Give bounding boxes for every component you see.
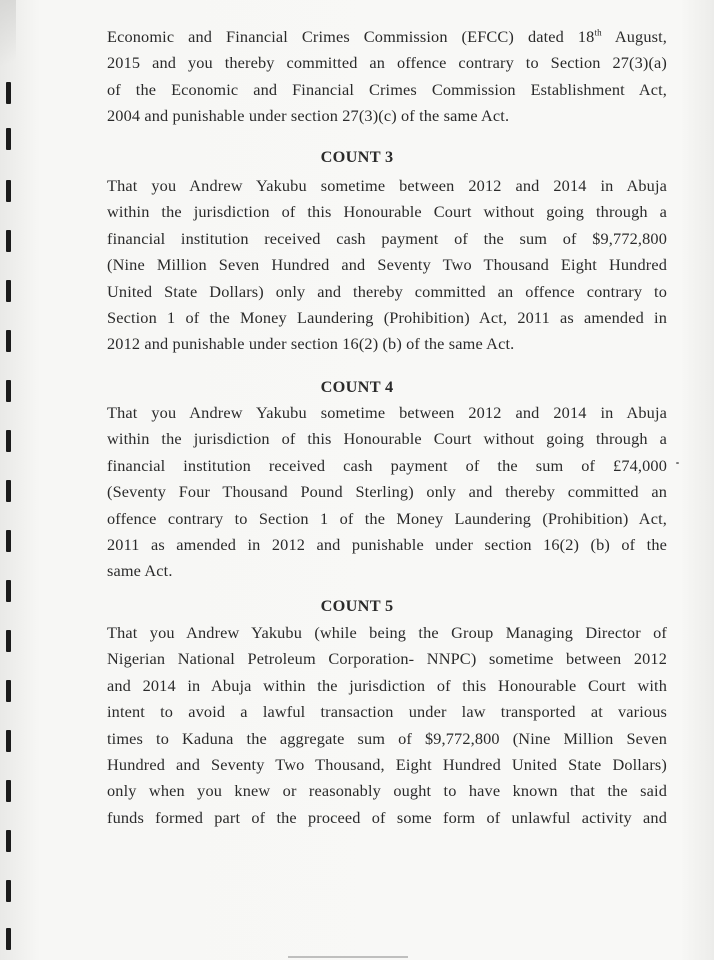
paragraph-line: of the Economic and Financial Crimes Commission Establishment Act, [107,79,667,99]
paragraph-line: within the jurisdiction of this Honourable Court without going through a [107,202,667,222]
paragraph-line: 2015 and you thereby committed an offence contrary to Section 27(3)(a) [107,53,667,73]
binding-hole [6,230,11,252]
binding-hole [6,330,11,352]
paragraph-line: (Seventy Four Thousand Pound Sterling) only and thereby committed an [107,482,667,502]
scan-speck [676,462,679,464]
paragraph-line: within the jurisdiction of this Honourable Court without going through a [107,429,667,449]
paragraph-line: intent to avoid a lawful transaction under law transported at various [107,702,667,722]
binding-hole [6,780,11,802]
binding-hole [6,280,11,302]
paragraph-line: That you Andrew Yakubu (while being the Group Managing Director of [107,623,667,642]
paragraph-line: (Nine Million Seven Hundred and Seventy Two Thousand Eight Hundred [107,255,667,275]
binding-hole [6,928,11,950]
paragraph-line: 2012 and punishable under section 16(2) (b) of the same Act. [107,334,515,354]
paragraph-line: and 2014 in Abuja within the jurisdiction of this Honourable Court with [107,675,667,695]
paragraph-line: Hundred and Seventy Two Thousand, Eight Hundred United State Dollars) [107,755,667,775]
count-4-paragraph [107,400,667,585]
binding-hole [6,830,11,852]
intro-paragraph [107,24,667,130]
binding-hole [6,82,11,104]
count-3-paragraph [107,173,667,358]
binding-hole [6,680,11,702]
binding-hole [6,530,11,552]
count-5-paragraph [107,620,667,831]
count-3-heading: COUNT 3 [320,147,394,166]
count-4-heading: COUNT 4 [320,377,394,396]
binding-hole [6,180,11,202]
paragraph-line: 2011 as amended in 2012 and punishable under section 16(2) (b) of the [107,535,667,555]
paragraph-line: Section 1 of the Money Laundering (Prohibition) Act, 2011 as amended in [107,308,667,328]
paragraph-line: financial institution received cash payment of the sum of $9,772,800 [107,228,667,248]
binding-hole [6,730,11,752]
paragraph-line: That you Andrew Yakubu sometime between 2012 and 2014 in Abuja [107,403,667,422]
binding-holes [6,0,16,960]
binding-hole [6,480,11,502]
binding-hole [6,630,11,652]
scan-edge-mark [288,956,408,958]
paragraph-line: only when you knew or reasonably ought to have known that the said [107,781,667,801]
paragraph-line: times to Kaduna the aggregate sum of $9,772,800 (Nine Million Seven [107,728,667,748]
binding-hole [6,880,11,902]
paragraph-line: offence contrary to Section 1 of the Money Laundering (Prohibition) Act, [107,508,667,528]
count-5-heading: COUNT 5 [320,596,394,615]
paragraph-line: same Act. [107,561,173,581]
paragraph-line: funds formed part of the proceed of some form of unlawful activity and [107,807,667,827]
paragraph-line: That you Andrew Yakubu sometime between 2012 and 2014 in Abuja [107,176,667,195]
paragraph-line: Economic and Financial Crimes Commission (EFCC) dated 18th August, [107,27,667,46]
binding-hole [6,430,11,452]
paragraph-line: United State Dollars) only and thereby committed an offence contrary to [107,281,667,301]
paragraph-line: Nigerian National Petroleum Corporation- NNPC) sometime between 2012 [107,649,667,669]
paragraph-line: 2004 and punishable under section 27(3)(c) of the same Act. [107,106,510,126]
paragraph-line: financial institution received cash payment of the sum of £74,000 [107,455,667,475]
